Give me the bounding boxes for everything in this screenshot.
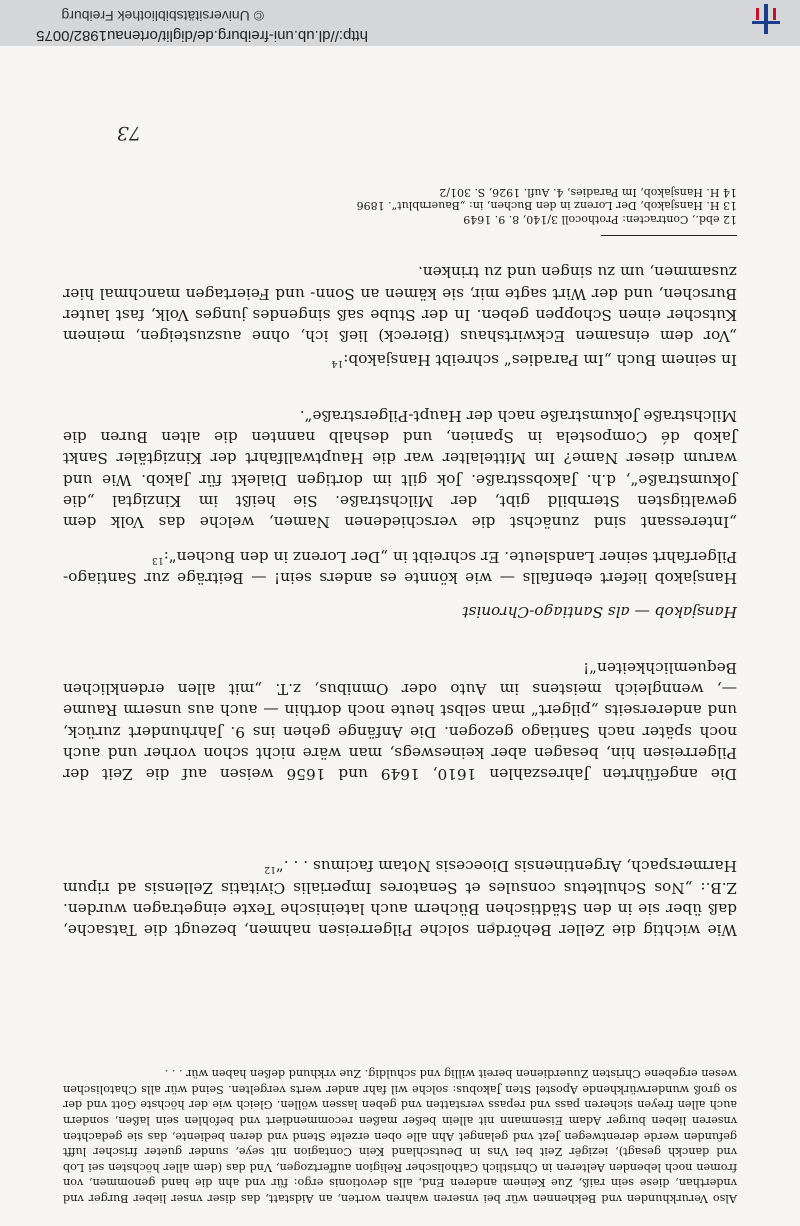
page-number: 73 [116,122,141,144]
logo-stem [764,4,768,34]
logo-accent-right [756,8,759,20]
paragraph-eckwirtshaus: „Vor dem einsamen Eckwirtshaus (Biereck) ließ ich, ohne auszusteigen, meinem Kutscher einen Schoppen geben. In der Stube saß singendes junges Volk, fast lauter Burschen, und der Wirt sagte mir, sie kämen an Sonn- und Feiertagen manchmal hier zusammen, um zu singen und zu trinken. [63,263,737,345]
footnote-12: 12 ebd., Contracten: Prothocoll 3/140, 8. 9. 1649 [463,213,737,226]
paragraph-text: Hansjakob liefert ebenfalls — wie könnte es anders sein! — Beiträge zur Santiago-Pilgerfahrt seiner Landsleute. Er schreibt in „Der Lorenz in den Buchen“: [63,547,737,587]
paragraph-im-paradies [63,349,737,370]
archival-quote: Also Verurkhunden vnd Bekhennen wür bei vnseren wahren worten, an Aidstatt, das diser vnser lieber Burger vnd vnderthan, diese sein raiß, Zue Keinem anderen End, alls devotionis ergo: für vnd ahn die hand genommen, von fromen noch lebenden Aelteren in Christlich Catholischer Religion auffertzogen, Vnd das (dem aller höchsten sei Lob vnd danckh gesagt), iezigër Zeit bei Vns in Deutschland Kein Contagion nit seye, sunder gueter frischer lufft gefunden werde derentwegen Jezt vnd gelanget Ahn alle oben erzelte Stend vnd deren bediente, das sie gedachten vnseren lieben burger Adam Eisenmann nit allein beßer maßen recommendiert vnd befohlen sein laßen, sondern auch allen freyen sicheren pass vnd repass verstatten vnd geben lassen wöllen. Gleich wie der höchste Gott vnd der so groß wunderwürkhende Apostel Sten Jakobus: solche wil fahr ander werts vergelten. Seind wür alls Chatolischen wesen ergebene Christen Zuuerdienen bereit willig vnd schuldig. Zue vrkhund deßen haben wür . . . [63,1067,737,1205]
ub-freiburg-logo-icon [746,4,786,34]
permalink-url[interactable]: http://dl.ub.uni-freiburg.de/diglit/ortenau1982/0075 [36,27,368,44]
copyright-notice: © Universitätsbibliothek Freiburg [61,8,264,24]
section-heading: Hansjakob — als Santiago-Chronist [462,603,737,621]
paragraph-text: Wie wichtig die Zeller Behörden solche Pilgerreisen nahmen, bezeugt die Tatsache, daß über sie in den Städtischen Büchern auch lateinische Texte eingetragen wurden. Z.B.: „Nos Schultetus consules et Senatores Imperialis Civitatis Zellensis ad ripum Harmerspach, Argentinensis Dioecesis Notam facimus . . .“ [63,857,737,939]
footnote-13: 13 H. Hansjakob, Der Lorenz in den Buchen, in: „Bauernblut“. 1896 [356,199,737,213]
footnotes [63,185,737,226]
paragraph-text: In seinem Buch „Im Paradies“ schreibt Hansjakob: [343,351,737,369]
footnote-ref-12: 12 [264,864,276,876]
logo-bar [752,21,780,24]
footnote-ref-13: 13 [152,554,164,566]
paragraph-hansjakob-chronist [63,546,737,588]
footer-info [0,8,800,44]
footnote-divider [601,235,737,236]
paragraph-jahreszahlen: Die angeführten Jahreszahlen 1610, 1649 und 1656 weisen auf die Zeit der Pilgerreisen hin, besagen aber keineswegs, man wäre nicht schon vorher und auch noch später nach Santiago gezogen. Die Anfänge gehen ins 9. Jahrhundert zurück, und andererseits „pilgert“ man selbst heute noch dorthin — auch aus unserm Raume —, wenngleich meistens im Auto oder Omnibus, z.T. „mit allen erdenklichen Bequemlichkeiten“! [63,658,737,783]
footnote-ref-14: 14 [331,358,344,370]
paragraph-milchstrasse: „Interessant sind zunächst die verschiedenen Namen, welche das Volk dem gewaltigsten Sternbild gibt, der Milchstraße. Sie heißt im Kinzigtal „die Jokumstraße“, d.h. Jakobsstraße. Jok gilt im dortigen Dialekt für Jakob. Wie und warum dieser Name? Im Mittelalter war die Hauptwallfahrt der Kinzigtäler Sankt Jakob dé Compostela in Spanien, und deshalb nannten die alten Buren die Milchstraße Jokumstraße nach der Haupt-Pilgerstraße“. [63,406,737,531]
paragraph-zeller-behoerden [63,855,737,940]
logo-accent-left [773,8,776,20]
footnote-14: 14 H. Hansjakob, Im Paradies, 4. Aufl. 1926, S. 301/2 [439,185,737,199]
